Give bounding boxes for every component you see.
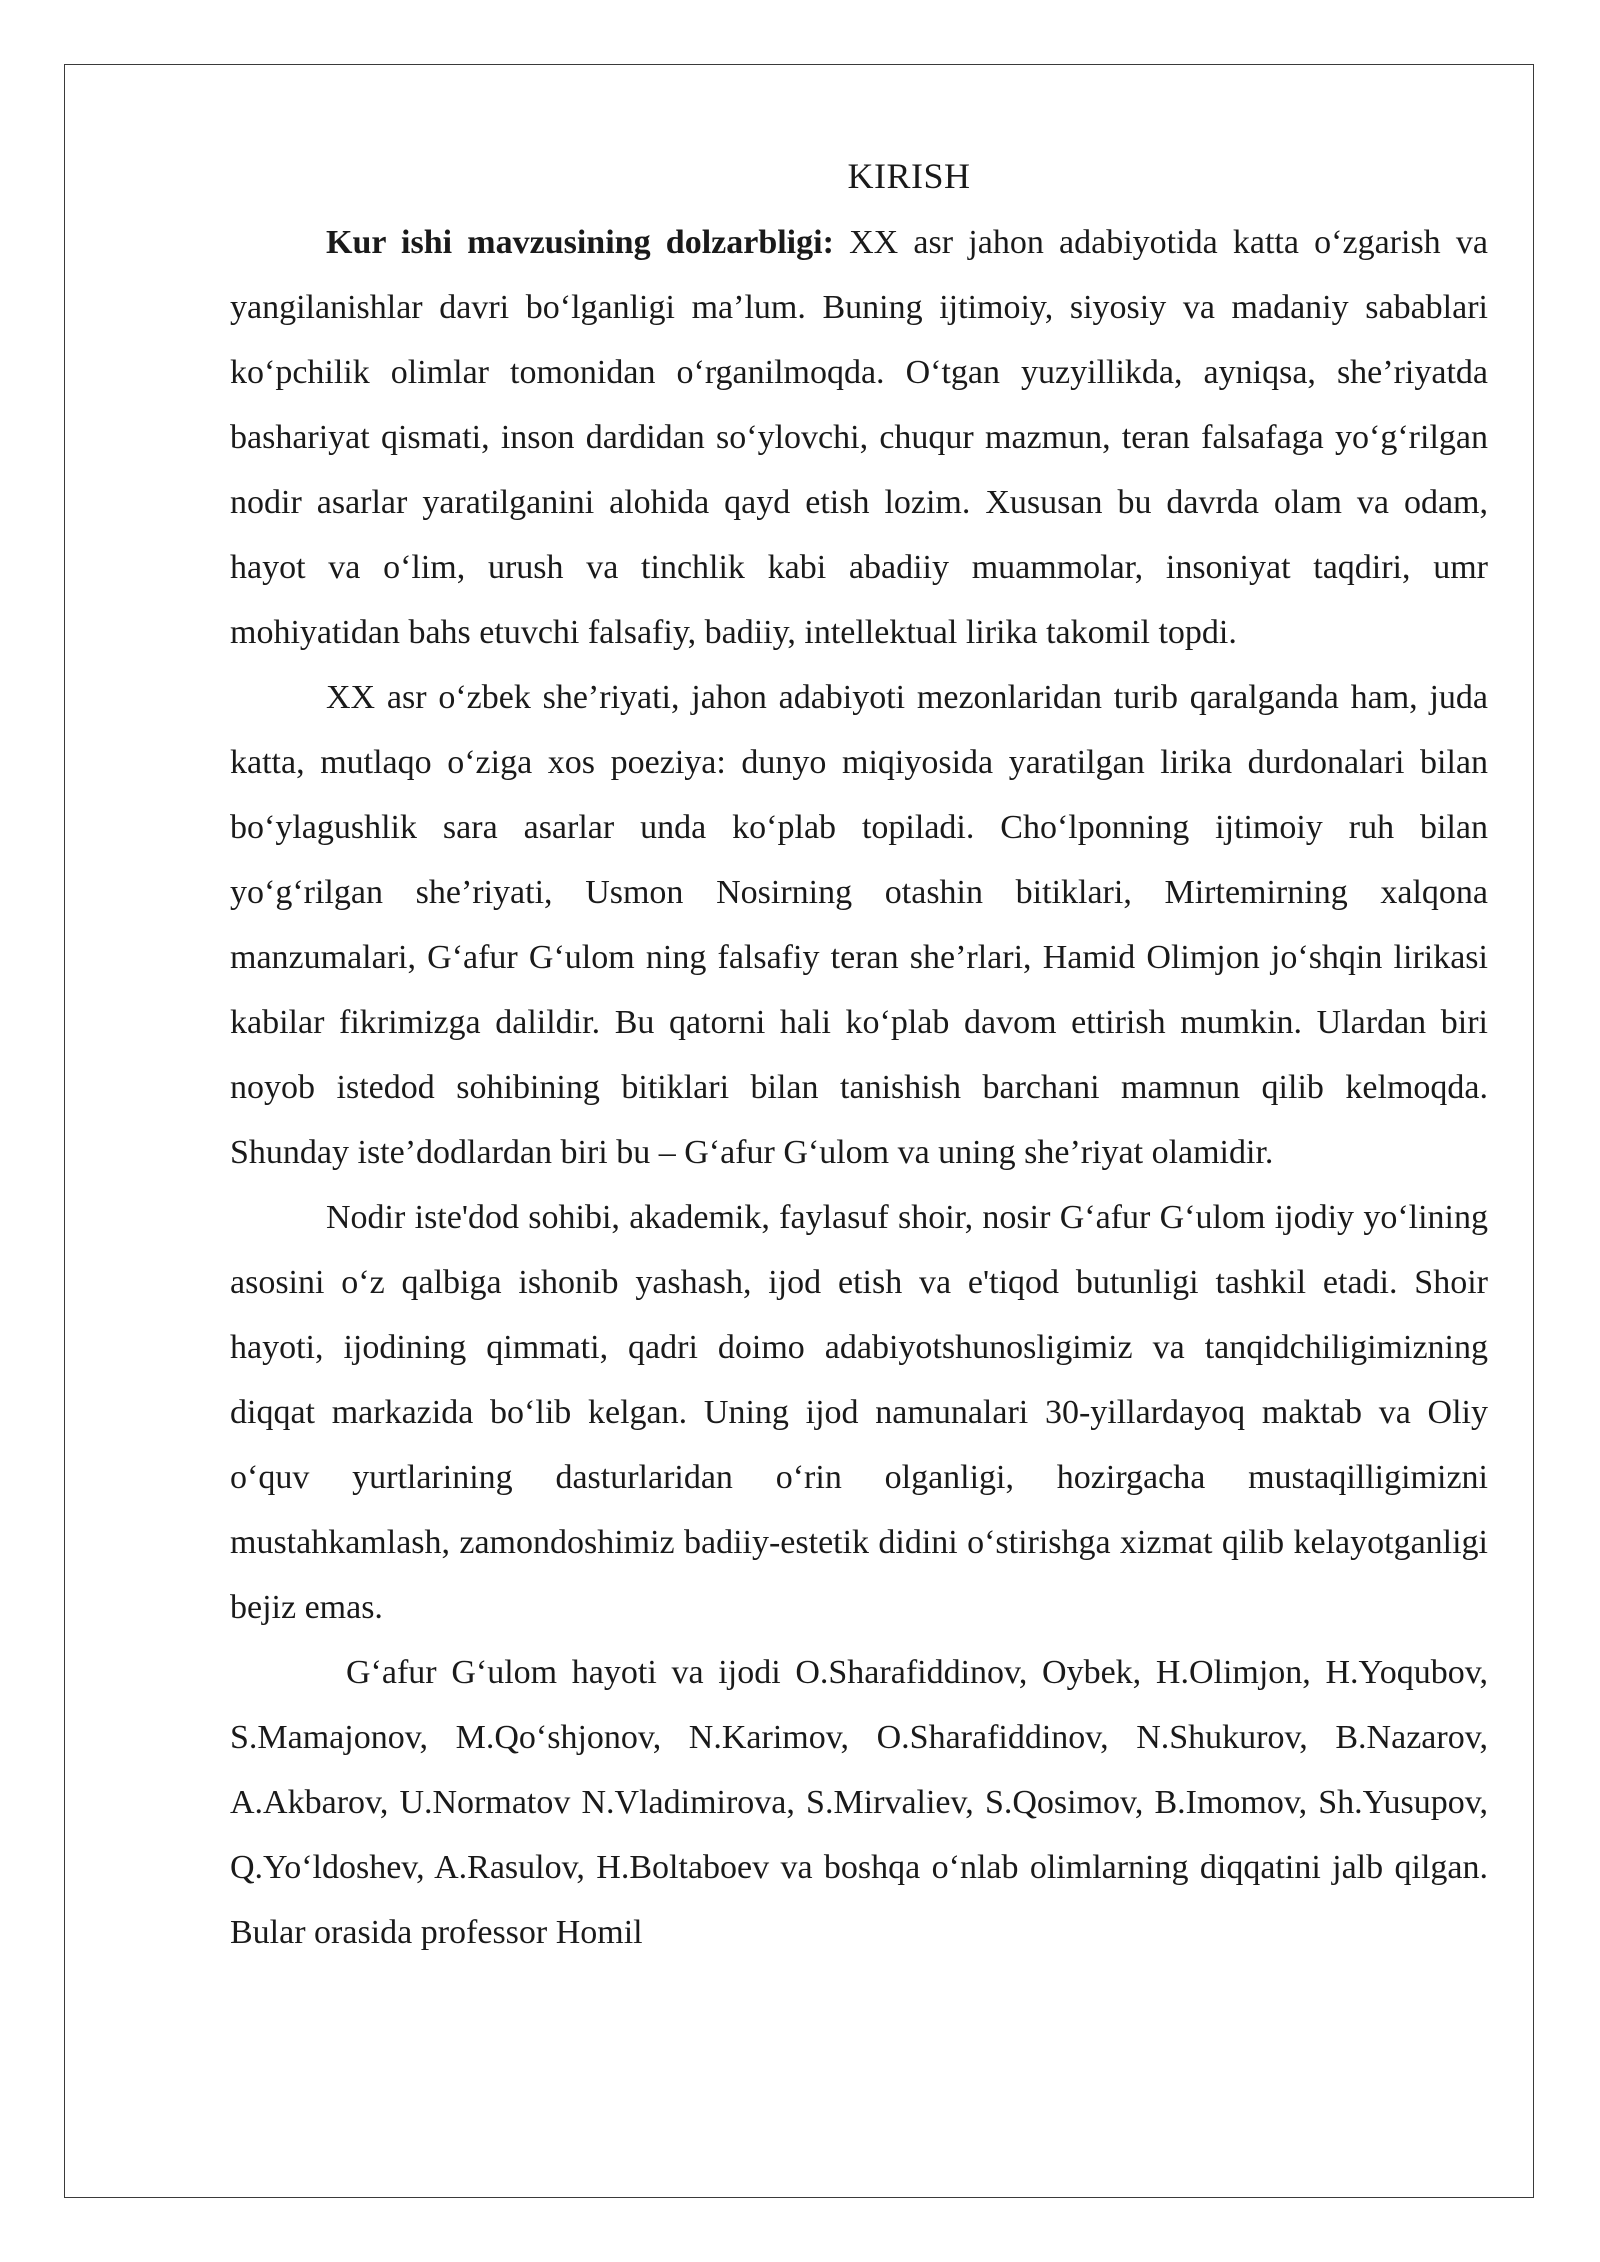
paragraph-gafur-gulom-path: Nodir iste'dod sohibi, akademik, faylasuf shoir, nosir G‘afur G‘ulom ijodiy yo‘lining asosini o‘z qalbiga ishonib yashash, ijod etish va e'tiqod butunligi tashkil etadi. Shoir hayoti, ijodining qimmati, qadri doimo adabiyotshunosligimiz va tanqidchiligimizning diqqat markazida bo‘lib kelgan. Uning ijod namunalari 30-yillardayoq maktab va Oliy o‘quv yurtlarining dasturlaridan o‘rin olganligi, hozirgacha mustaqilligimizni mustahkamlash, zamondoshimiz badiiy-estetik didini o‘stirishga xizmat qilib kelayotganligi bejiz emas.: [230, 1199, 1488, 1626]
section-heading: KIRISH: [847, 156, 971, 196]
document-body: [230, 148, 1488, 1965]
paragraph-scholars: G‘afur G‘ulom hayoti va ijodi O.Sharafiddinov, Oybek, H.Olimjon, H.Yoqubov, S.Mamajonov, M.Qo‘shjonov, N.Karimov, O.Sharafiddinov, N.Shukurov, B.Nazarov, A.Akbarov, U.Normatov N.Vladimirova, S.Mirvaliev, S.Qosimov, B.Imomov, Sh.Yusupov, Q.Yo‘ldoshev, A.Rasulov, H.Boltaboev va boshqa o‘nlab olimlarning diqqatini jalb qilgan. Bular orasida professor Homil: [230, 1654, 1488, 1951]
paragraph-uzbek-poetry: XX asr o‘zbek she’riyati, jahon adabiyoti mezonlaridan turib qaralganda ham, juda katta, mutlaqo o‘ziga xos poeziya: dunyo miqiyosida yaratilgan lirika durdonalari bilan bo‘ylagushlik sara asarlar unda ko‘plab topiladi. Cho‘lponning ijtimoiy ruh bilan yo‘g‘rilgan she’riyati, Usmon Nosirning otashin bitiklari, Mirtemirning xalqona manzumalari, G‘afur G‘ulom ning falsafiy teran she’rlari, Hamid Olimjon jo‘shqin lirikasi kabilar fikrimizga dalildir. Bu qatorni hali ko‘plab davom ettirish mumkin. Ulardan biri noyob istedod sohibining bitiklari bilan tanishish barchani mamnun qilib kelmoqda. Shunday iste’dodlardan biri bu – G‘afur G‘ulom va uning she’riyat olamidir.: [230, 679, 1488, 1171]
paragraph-relevance: [230, 210, 1488, 665]
paragraph-lead: Kur ishi mavzusining dolzarbligi:: [326, 224, 834, 261]
paragraph-text: XX asr jahon adabiyotida katta o‘zgarish va yangilanishlar davri bo‘lganligi ma’lum. Buning ijtimoiy, siyosiy va madaniy sabablari ko‘pchilik olimlar tomonidan o‘rganilmoqda. O‘tgan yuzyillikda, ayniqsa, she’riyatda bashariyat qismati, inson dardidan so‘ylovchi, chuqur mazmun, teran falsafaga yo‘g‘rilgan nodir asarlar yaratilganini alohida qayd etish lozim. Xususan bu davrda olam va odam, hayot va o‘lim, urush va tinchlik kabi abadiiy muammolar, insoniyat taqdiri, umr mohiyatidan bahs etuvchi falsafiy, badiiy, intellektual lirika takomil topdi.: [230, 224, 1488, 651]
